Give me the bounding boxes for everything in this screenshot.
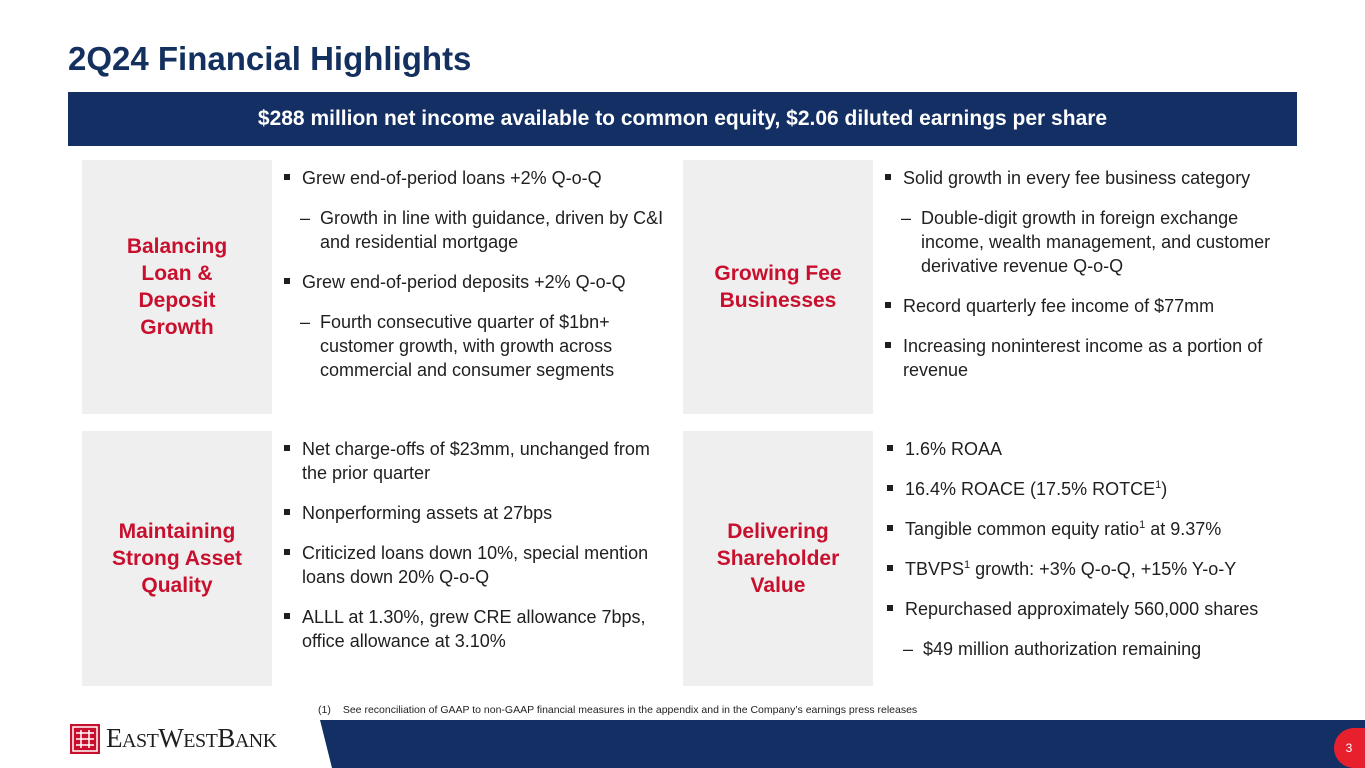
footnote-ref: 1	[1139, 519, 1146, 531]
label-growing-fee-businesses	[683, 160, 873, 414]
bullet-item: Net charge-offs of $23mm, unchanged from the prior quarter	[282, 437, 657, 485]
logo-letter: E	[106, 723, 122, 753]
logo-letters: AST	[122, 730, 159, 752]
bullet-item	[885, 557, 1325, 581]
bullet-text: Repurchased approximately 560,000 shares	[905, 599, 1259, 619]
label-balancing-loan-deposit-growth	[82, 160, 272, 414]
logo-letters: ANK	[234, 730, 277, 752]
bullet-item: ALLL at 1.30%, grew CRE allowance 7bps, office allowance at 3.10%	[282, 605, 657, 653]
bullet-item: Solid growth in every fee business category	[883, 166, 1303, 190]
bullet-item: Grew end-of-period loans +2% Q-o-Q	[282, 166, 667, 190]
footnote-ref: 1	[964, 559, 971, 571]
page-number: 3	[1334, 728, 1365, 768]
footnote-text: See reconciliation of GAAP to non-GAAP financial measures in the appendix and in the Company’s earnings press releases	[342, 704, 918, 716]
bullet-text: TBVPS	[905, 559, 965, 579]
quality-bullet-list	[282, 437, 657, 669]
bullet-item: Increasing noninterest income as a portion of revenue	[883, 334, 1303, 382]
label-line: Maintaining	[118, 520, 236, 543]
bullet-text: 1.6% ROAA	[905, 439, 1003, 459]
bullet-item: Nonperforming assets at 27bps	[282, 501, 657, 525]
sub-bullet-item: – Growth in line with guidance, driven by C&I and residential mortgage	[282, 206, 667, 254]
footer-bar	[320, 720, 1365, 768]
logo-letter: W	[158, 723, 184, 753]
footnote	[318, 704, 917, 716]
east-west-bank-logo	[70, 723, 277, 754]
label-line: Deposit	[138, 289, 216, 312]
logo-wordmark	[106, 723, 277, 754]
label-line: Loan &	[141, 262, 213, 285]
bullet-text: at 9.37%	[1145, 519, 1222, 539]
logo-letters: EST	[183, 730, 218, 752]
sub-bullet-item: – Double-digit growth in foreign exchange income, wealth management, and customer derivative revenue Q-o-Q	[883, 206, 1303, 278]
sub-bullet-item	[885, 637, 1325, 661]
bullet-text: Tangible common equity ratio	[905, 519, 1140, 539]
label-line: Businesses	[719, 289, 837, 312]
logo-letter: B	[217, 723, 235, 753]
label-line: Balancing	[126, 235, 228, 258]
sub-bullet-item: – Fourth consecutive quarter of $1bn+ customer growth, with growth across commercial and consumer segments	[282, 310, 667, 382]
label-line: Strong Asset	[112, 547, 242, 570]
headline-banner	[68, 92, 1297, 146]
footnote-ref: 1	[1155, 479, 1162, 491]
headline-text: $288 million net income available to common equity, $2.06 diluted earnings per share	[257, 107, 1108, 130]
label-line: Growth	[140, 316, 214, 339]
bullet-item	[885, 477, 1325, 501]
bullet-item: Criticized loans down 10%, special mention loans down 20% Q-o-Q	[282, 541, 657, 589]
footnote-number: (1)	[318, 704, 331, 716]
bullet-item: Grew end-of-period deposits +2% Q-o-Q	[282, 270, 667, 294]
label-delivering-shareholder-value	[683, 431, 873, 686]
bullet-item: Record quarterly fee income of $77mm	[883, 294, 1303, 318]
bank-logo-icon	[70, 724, 100, 754]
bullet-text: $49 million authorization remaining	[923, 639, 1202, 659]
value-bullet-list	[885, 437, 1325, 677]
page-title: 2Q24 Financial Highlights	[68, 40, 472, 77]
loans-bullet-list	[282, 166, 667, 398]
label-line: Growing Fee	[714, 262, 842, 285]
bullet-item	[885, 437, 1325, 461]
bullet-item	[885, 517, 1325, 541]
label-line: Quality	[141, 574, 213, 597]
label-line: Shareholder	[716, 547, 840, 570]
label-line: Value	[750, 574, 806, 597]
bullet-text: growth: +3% Q-o-Q, +15% Y-o-Y	[970, 559, 1237, 579]
bullet-text: )	[1161, 479, 1168, 499]
bullet-item	[885, 597, 1325, 621]
bullet-text: 16.4% ROACE (17.5% ROTCE	[905, 479, 1156, 499]
fees-bullet-list	[883, 166, 1303, 398]
label-maintaining-strong-asset-quality	[82, 431, 272, 686]
label-line: Delivering	[727, 520, 829, 543]
